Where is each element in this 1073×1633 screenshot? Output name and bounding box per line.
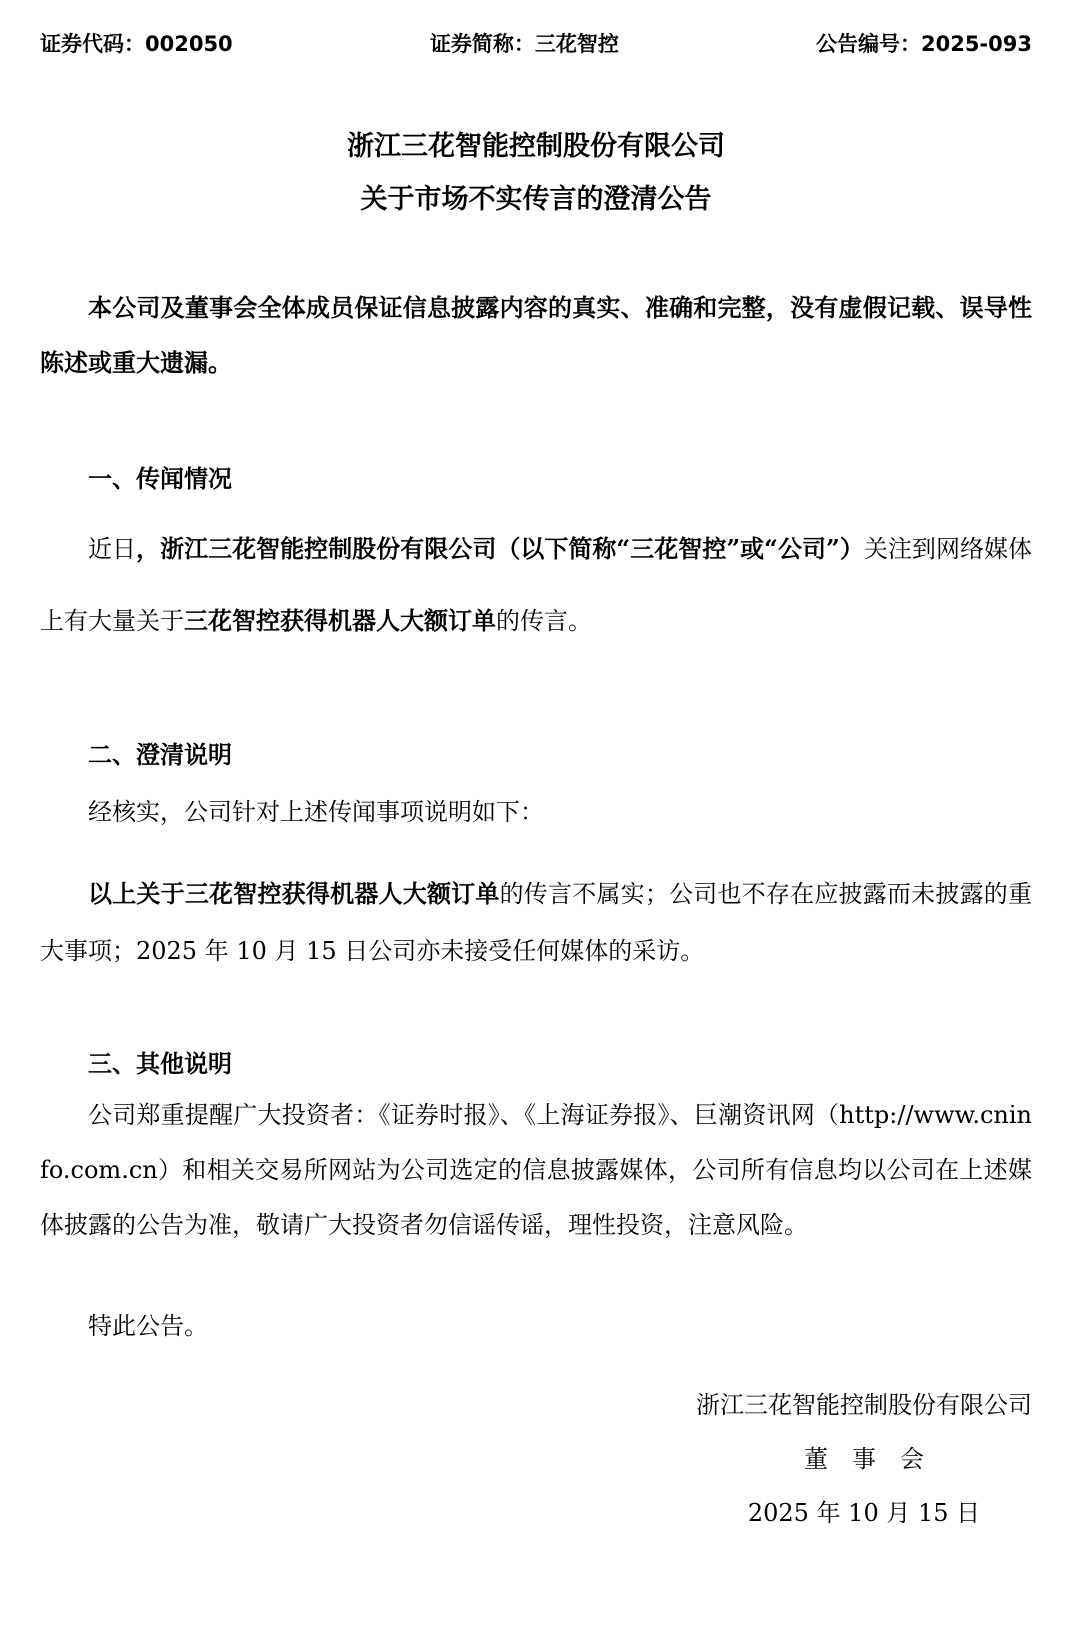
document-title bbox=[40, 120, 1032, 226]
stock-code: 证券代码：002050 bbox=[40, 32, 233, 56]
section-3-paragraph-1: 公司郑重提醒广大投资者：《证券时报》、《上海证券报》、巨潮资讯网（http://www.cninfo.com.cn）和相关交易所网站为公司选定的信息披露媒体，公司所有信息均以公司在上述媒体披露的公告为准，敬请广大投资者勿信谣传谣，理性投资，注意风险。 bbox=[40, 1101, 1032, 1239]
section-3-heading: 三、其他说明 bbox=[88, 1050, 232, 1078]
section-2-paragraph-2: 以上关于三花智控获得机器人大额订单的传言不属实；公司也不存在应披露而未披露的重大事项；2025 年 10 月 15 日公司亦未接受任何媒体的采访。 bbox=[40, 879, 1032, 965]
section-1-paragraph-1: 近日，浙江三花智能控制股份有限公司（以下简称“三花智控”或“公司”）关注到网络媒体上有大量关于三花智控获得机器人大额订单的传言。 bbox=[40, 534, 1033, 635]
document-header bbox=[40, 30, 1032, 58]
section-2-paragraph-1: 经核实，公司针对上述传闻事项说明如下： bbox=[88, 798, 544, 826]
section-2-heading: 二、澄清说明 bbox=[88, 741, 232, 769]
integrity-statement: 本公司及董事会全体成员保证信息披露内容的真实、准确和完整，没有虚假记载、误导性陈述或重大遗漏。 bbox=[40, 294, 1032, 377]
announcement-number: 公告编号：2025-093 bbox=[815, 32, 1032, 56]
signature-company: 浙江三花智能控制股份有限公司 bbox=[696, 1391, 1032, 1419]
signature-date: 2025 年 10 月 15 日 bbox=[747, 1499, 981, 1527]
title-subject-line: 关于市场不实传言的澄清公告 bbox=[360, 184, 712, 215]
title-company-line: 浙江三花智能控制股份有限公司 bbox=[347, 131, 725, 162]
stock-short-name: 证券简称：三花智控 bbox=[429, 32, 619, 56]
signature-board: 董 事 会 bbox=[804, 1445, 924, 1473]
closing-notice: 特此公告。 bbox=[88, 1312, 208, 1340]
section-1-heading: 一、传闻情况 bbox=[88, 465, 232, 493]
signature-block bbox=[696, 1378, 1032, 1540]
